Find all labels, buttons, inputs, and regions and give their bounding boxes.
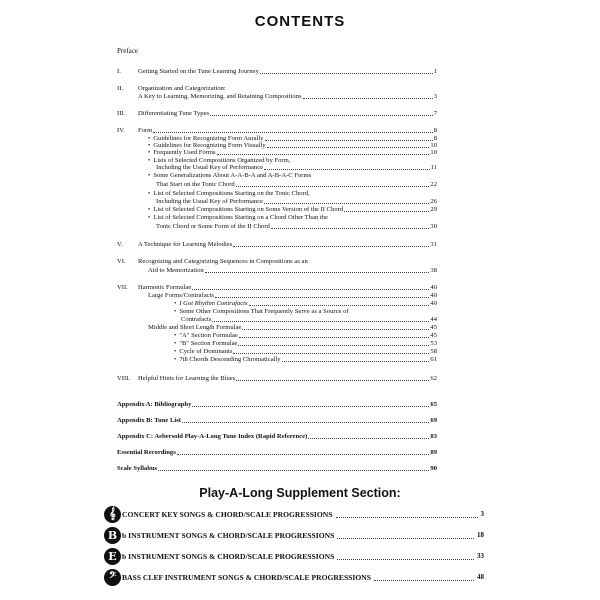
- page-title: CONTENTS: [254, 13, 346, 30]
- toc-entry: V. A Technique for Learning Melodies 31: [117, 241, 437, 248]
- toc-subentry: • Guidelines for Recognizing Form Visually 10: [117, 141, 437, 150]
- treble-clef-icon: 𝄞: [104, 506, 121, 523]
- toc-subentry: • List of Selected Compositions Starting on the Tonic Chord,: [117, 189, 437, 198]
- toc-entry: III. Differentiating Tune Types 7: [117, 110, 437, 117]
- toc-subentry: • List of Selected Compositions Starting on a Chord Other Than the: [117, 213, 437, 222]
- toc-entry: II. Organization and Categorization:: [117, 85, 226, 92]
- supplement-entry: 𝄞 CONCERT KEY SONGS & CHORD/SCALE PROGRESSIONS 3: [104, 505, 484, 523]
- toc-entry: IV. Form 8: [117, 127, 437, 134]
- toc-subentry: • Some Other Compositions That Frequently Serve as a Source of: [117, 307, 437, 316]
- supplement-entry: E b INSTRUMENT SONGS & CHORD/SCALE PROGRESSIONS 33: [104, 547, 484, 565]
- toc-subentry: • I Got Rhythm Contrafacts 40: [117, 299, 437, 308]
- toc-entry: VIII. Helpful Hints for Learning the Blues 62: [117, 375, 437, 382]
- toc-subentry: • "A" Section Formulae 45: [117, 331, 437, 340]
- toc-entry: Aid to Memorization 38: [148, 267, 437, 274]
- supplement-title: Play-A-Long Supplement Section:: [199, 486, 401, 500]
- toc-entry: VII. Harmonic Formulae 40: [117, 284, 437, 291]
- preface-label: Preface: [117, 47, 138, 55]
- toc-subentry: • Lists of Selected Compositions Organized by Form,: [117, 156, 437, 165]
- toc-entry: A Key to Learning, Memorizing, and Retaining Compositions 3: [138, 93, 437, 100]
- toc-subentry: Tonic Chord or Some Form of the II Chord 30: [156, 223, 437, 230]
- toc-subentry: • Guidelines for Recognizing Form Aurally 8: [117, 134, 437, 143]
- supplement-entry: B b INSTRUMENT SONGS & CHORD/SCALE PROGRESSIONS 18: [104, 526, 484, 544]
- toc-subentry: • Cycle of Dominants 58: [117, 347, 437, 356]
- toc-subentry: Large Forms/Contrafacts 40: [148, 292, 437, 299]
- appendix-entry: Essential Recordings 89: [117, 449, 437, 456]
- appendix-entry: Appendix B: Tune List 69: [117, 417, 437, 424]
- toc-subentry: Middle and Short Length Formulae 45: [148, 324, 437, 331]
- toc-entry: VI. Recognizing and Categorizing Sequences in Compositions as an: [117, 258, 308, 265]
- toc-subentry: • Some Generalizations About A-A-B-A and A-B-A-C Forms: [117, 171, 437, 180]
- supplement-entry: 𝄢 BASS CLEF INSTRUMENT SONGS & CHORD/SCALE PROGRESSIONS 48: [104, 568, 484, 586]
- toc-subentry: Contrafacts 44: [181, 316, 437, 323]
- appendix-entry: Appendix C: Aebersold Play-A-Long Tune Index (Rapid Reference) 83: [117, 433, 437, 440]
- toc-subentry: Including the Usual Key of Performance 11: [156, 164, 437, 171]
- toc-subentry: That Start on the Tonic Chord 22: [156, 181, 437, 188]
- bass-clef-icon: 𝄢: [104, 569, 121, 586]
- toc-subentry: Including the Usual Key of Performance 26: [156, 198, 437, 205]
- toc-subentry: • List of Selected Compositions Starting on Some Version of the II Chord 29: [117, 205, 437, 214]
- appendix-entry: Appendix A: Bibliography 65: [117, 401, 437, 408]
- b-flat-icon: B: [104, 527, 121, 544]
- toc-subentry: • Frequently Used Forms 10: [117, 148, 437, 157]
- appendix-entry: Scale Syllabus 90: [117, 465, 437, 472]
- toc-entry: I. Getting Started on the Tune Learning Journey 1: [117, 68, 437, 75]
- toc-subentry: • "B" Section Formulae 53: [117, 339, 437, 348]
- toc-subentry: • 7th Chords Descending Chromatically 61: [117, 355, 437, 364]
- e-flat-icon: E: [104, 548, 121, 565]
